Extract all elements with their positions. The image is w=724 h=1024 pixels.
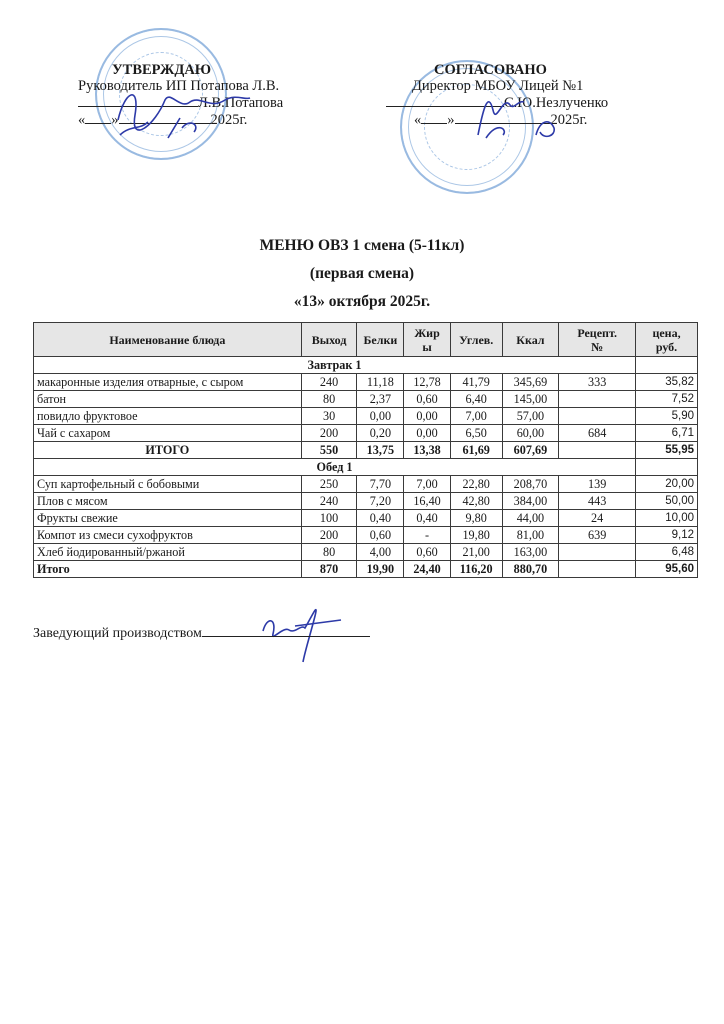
total-cell-protein: 19,90 bbox=[357, 561, 404, 578]
cell-fat: 0,00 bbox=[404, 425, 450, 442]
section-title: Обед 1 bbox=[34, 459, 636, 476]
signature-blank bbox=[202, 624, 370, 637]
total-cell-carbs: 116,20 bbox=[450, 561, 502, 578]
approval-title: СОГЛАСОВАНО bbox=[434, 62, 547, 78]
cell-protein: 11,18 bbox=[357, 374, 404, 391]
document-date: «13» октября 2025г. bbox=[293, 293, 431, 310]
cell-price: 9,12 bbox=[636, 527, 698, 544]
cell-output: 30 bbox=[301, 408, 357, 425]
cell-fat: - bbox=[404, 527, 450, 544]
cell-protein: 2,37 bbox=[357, 391, 404, 408]
cell-recipe: 639 bbox=[559, 527, 636, 544]
cell-price: 5,90 bbox=[636, 408, 698, 425]
document-title: МЕНЮ ОВЗ 1 смена (5-11кл) bbox=[259, 237, 465, 254]
approval-year: 2025г. bbox=[210, 112, 248, 128]
table-header-row bbox=[34, 323, 698, 357]
cell-price: 20,00 bbox=[636, 476, 698, 493]
cell-protein: 7,20 bbox=[357, 493, 404, 510]
table-row bbox=[34, 425, 698, 442]
cell-output: 250 bbox=[301, 476, 357, 493]
total-cell-kcal: 607,69 bbox=[502, 442, 559, 459]
document-header bbox=[0, 232, 724, 316]
cell-dish: Хлеб йодированный/ржаной bbox=[34, 544, 302, 561]
cell-protein: 0,20 bbox=[357, 425, 404, 442]
cell-price: 50,00 bbox=[636, 493, 698, 510]
cell-carbs: 42,80 bbox=[450, 493, 502, 510]
cell-output: 200 bbox=[301, 425, 357, 442]
cell-protein: 0,40 bbox=[357, 510, 404, 527]
table-row bbox=[34, 391, 698, 408]
total-cell-output: 870 bbox=[301, 561, 357, 578]
column-header-kcal: Ккал bbox=[502, 323, 559, 357]
cell-carbs: 9,80 bbox=[450, 510, 502, 527]
cell-recipe: 443 bbox=[559, 493, 636, 510]
cell-kcal: 345,69 bbox=[502, 374, 559, 391]
column-header-protein: Белки bbox=[357, 323, 404, 357]
cell-kcal: 208,70 bbox=[502, 476, 559, 493]
total-cell-output: 550 bbox=[301, 442, 357, 459]
cell-dish: макаронные изделия отварные, с сыром bbox=[34, 374, 302, 391]
cell-carbs: 7,00 bbox=[450, 408, 502, 425]
cell-output: 80 bbox=[301, 391, 357, 408]
cell-recipe: 24 bbox=[559, 510, 636, 527]
cell-carbs: 6,50 bbox=[450, 425, 502, 442]
cell-dish: Суп картофельный с бобовыми bbox=[34, 476, 302, 493]
signature-left bbox=[110, 80, 260, 140]
section-empty-cell bbox=[636, 357, 698, 374]
cell-fat: 0,60 bbox=[404, 391, 450, 408]
table-row bbox=[34, 527, 698, 544]
total-row bbox=[34, 561, 698, 578]
cell-dish: Плов с мясом bbox=[34, 493, 302, 510]
cell-kcal: 163,00 bbox=[502, 544, 559, 561]
cell-protein: 4,00 bbox=[357, 544, 404, 561]
cell-carbs: 41,79 bbox=[450, 374, 502, 391]
cell-price: 35,82 bbox=[636, 374, 698, 391]
cell-dish: Компот из смеси сухофруктов bbox=[34, 527, 302, 544]
approval-signer: Л.В.Потапова bbox=[198, 95, 284, 111]
table-row bbox=[34, 408, 698, 425]
total-cell-carbs: 61,69 bbox=[450, 442, 502, 459]
cell-kcal: 44,00 bbox=[502, 510, 559, 527]
cell-dish: Чай с сахаром bbox=[34, 425, 302, 442]
cell-recipe: 139 bbox=[559, 476, 636, 493]
cell-dish: повидло фруктовое bbox=[34, 408, 302, 425]
total-row bbox=[34, 442, 698, 459]
date-quote-open: « bbox=[414, 112, 422, 128]
cell-protein: 7,70 bbox=[357, 476, 404, 493]
cell-kcal: 60,00 bbox=[502, 425, 559, 442]
cell-dish: батон bbox=[34, 391, 302, 408]
table-row bbox=[34, 510, 698, 527]
cell-carbs: 21,00 bbox=[450, 544, 502, 561]
cell-price: 10,00 bbox=[636, 510, 698, 527]
cell-protein: 0,60 bbox=[357, 527, 404, 544]
cell-recipe: 684 bbox=[559, 425, 636, 442]
cell-output: 80 bbox=[301, 544, 357, 561]
cell-carbs: 6,40 bbox=[450, 391, 502, 408]
total-label: Итого bbox=[34, 561, 302, 578]
section-title: Завтрак 1 bbox=[34, 357, 636, 374]
cell-kcal: 57,00 bbox=[502, 408, 559, 425]
cell-fat: 0,00 bbox=[404, 408, 450, 425]
cell-kcal: 81,00 bbox=[502, 527, 559, 544]
total-cell-price: 95,60 bbox=[636, 561, 698, 578]
column-header-price: цена, руб. bbox=[636, 323, 698, 357]
cell-price: 6,71 bbox=[636, 425, 698, 442]
cell-fat: 7,00 bbox=[404, 476, 450, 493]
cell-recipe bbox=[559, 391, 636, 408]
table-row bbox=[34, 544, 698, 561]
date-day-blank bbox=[85, 111, 111, 124]
total-label: ИТОГО bbox=[34, 442, 302, 459]
signature-right bbox=[458, 80, 578, 142]
approval-year: 2025г. bbox=[550, 112, 588, 128]
table-row bbox=[34, 476, 698, 493]
cell-fat: 0,40 bbox=[404, 510, 450, 527]
cell-protein: 0,00 bbox=[357, 408, 404, 425]
cell-kcal: 145,00 bbox=[502, 391, 559, 408]
menu-table bbox=[33, 322, 698, 578]
total-cell-fat: 24,40 bbox=[404, 561, 450, 578]
section-row bbox=[34, 357, 698, 374]
column-header-dish: Наименование блюда bbox=[34, 323, 302, 357]
document-subtitle: (первая смена) bbox=[309, 265, 415, 282]
date-day-blank bbox=[421, 111, 447, 124]
cell-fat: 16,40 bbox=[404, 493, 450, 510]
column-header-recipe: Рецепт. № bbox=[559, 323, 636, 357]
total-cell-kcal: 880,70 bbox=[502, 561, 559, 578]
cell-output: 100 bbox=[301, 510, 357, 527]
total-cell-fat: 13,38 bbox=[404, 442, 450, 459]
cell-fat: 0,60 bbox=[404, 544, 450, 561]
section-empty-cell bbox=[636, 459, 698, 476]
cell-output: 240 bbox=[301, 493, 357, 510]
approval-signer: С.Ю.Незлученко bbox=[504, 95, 609, 111]
approval-title: УТВЕРЖДАЮ bbox=[112, 62, 212, 78]
date-quote-close: » bbox=[111, 112, 119, 128]
table-row bbox=[34, 493, 698, 510]
column-header-fat: Жир ы bbox=[404, 323, 450, 357]
column-header-output: Выход bbox=[301, 323, 357, 357]
approval-position: Руководитель ИП Потапова Л.В. bbox=[78, 78, 280, 94]
cell-price: 6,48 bbox=[636, 544, 698, 561]
total-cell-recipe bbox=[559, 561, 636, 578]
cell-output: 240 bbox=[301, 374, 357, 391]
section-row bbox=[34, 459, 698, 476]
total-cell-price: 55,95 bbox=[636, 442, 698, 459]
cell-fat: 12,78 bbox=[404, 374, 450, 391]
cell-output: 200 bbox=[301, 527, 357, 544]
cell-recipe: 333 bbox=[559, 374, 636, 391]
cell-price: 7,52 bbox=[636, 391, 698, 408]
total-cell-recipe bbox=[559, 442, 636, 459]
approval-position: Директор МБОУ Лицей №1 bbox=[412, 78, 584, 94]
total-cell-protein: 13,75 bbox=[357, 442, 404, 459]
footer-signature-line bbox=[33, 624, 370, 642]
column-header-carbs: Углев. bbox=[450, 323, 502, 357]
cell-dish: Фрукты свежие bbox=[34, 510, 302, 527]
date-quote-open: « bbox=[78, 112, 86, 128]
cell-kcal: 384,00 bbox=[502, 493, 559, 510]
cell-recipe bbox=[559, 544, 636, 561]
table-row bbox=[34, 374, 698, 391]
cell-carbs: 22,80 bbox=[450, 476, 502, 493]
footer-label: Заведующий производством bbox=[33, 626, 202, 641]
cell-recipe bbox=[559, 408, 636, 425]
cell-carbs: 19,80 bbox=[450, 527, 502, 544]
date-quote-close: » bbox=[447, 112, 455, 128]
